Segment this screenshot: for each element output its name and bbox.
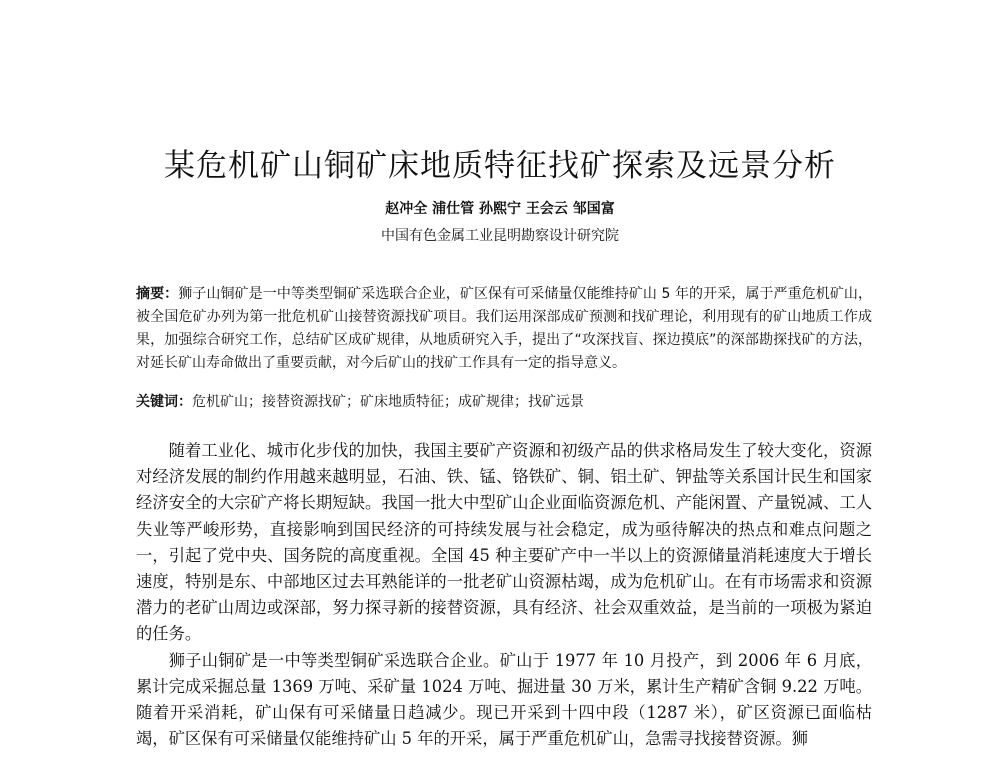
affiliation: 中国有色金属工业昆明勘察设计研究院 bbox=[381, 228, 619, 244]
keywords-label: 关键词： bbox=[136, 394, 192, 410]
body-paragraph: 随着工业化、城市化步伐的加快，我国主要矿产资源和初级产品的供求格局发生了较大变化，资源对经济发展的制约作用越来越明显，石油、铁、锰、铬铁矿、铜、铝土矿、钾盐等关系国计民生和国家经济安全的大宗矿产将长期短缺。我国一批大中型矿山企业面临资源危机、产能闲置、产量锐减、工人失业等严峻形势，直接影响到国民经济的可持续发展与社会稳定，成为亟待解决的热点和难点问题之一，引起了党中央、国务院的高度重视。全国 45 种主要矿产中一半以上的资源储量消耗速度大于增长速度，特别是东、中部地区过去耳熟能详的一批老矿山资源枯竭，成为危机矿山。在有市场需求和资源潜力的老矿山周边或深部，努力探寻新的接替资源，具有经济、社会双重效益，是当前的一项极为紧迫的任务。 bbox=[136, 441, 872, 644]
author-list: 赵冲全 浦仕管 孙熙宁 王会云 邹国富 bbox=[385, 201, 615, 217]
keywords bbox=[136, 392, 872, 412]
paper-title: 某危机矿山铜矿床地质特征找矿探索及远景分析 bbox=[164, 148, 836, 184]
keywords-text: 危机矿山；接替资源找矿；矿床地质特征；成矿规律；找矿远景 bbox=[192, 394, 584, 410]
abstract bbox=[136, 283, 872, 375]
body-paragraph: 狮子山铜矿是一中等类型铜矿采选联合企业。矿山于 1977 年 10 月投产，到 2006 年 6 月底，累计完成采掘总量 1369 万吨、采矿量 1024 万吨、掘进量 30 万米，累计生产精矿含铜 9.22 万吨。随着开采消耗，矿山保有可采储量日趋减少。现已开采到十四中段（1287 米），矿区资源已面临枯竭，矿区保有可采储量仅能维持矿山 5 年的开采，属于严重危机矿山，急需寻找接替资源。狮 bbox=[136, 650, 872, 749]
abstract-label: 摘要： bbox=[136, 286, 179, 302]
abstract-text: 狮子山铜矿是一中等类型铜矿采选联合企业，矿区保有可采储量仅能维持矿山 5 年的开采，属于严重危机矿山，被全国危矿办列为第一批危机矿山接替资源找矿项目。我们运用深部成矿预测和找矿理论，利用现有的矿山地质工作成果，加强综合研究工作，总结矿区成矿规律，从地质研究入手，提出了“攻深找盲、探边摸底”的深部勘探找矿的方法，对延长矿山寿命做出了重要贡献，对今后矿山的找矿工作具有一定的指导意义。 bbox=[136, 286, 873, 371]
body-text bbox=[136, 438, 872, 752]
